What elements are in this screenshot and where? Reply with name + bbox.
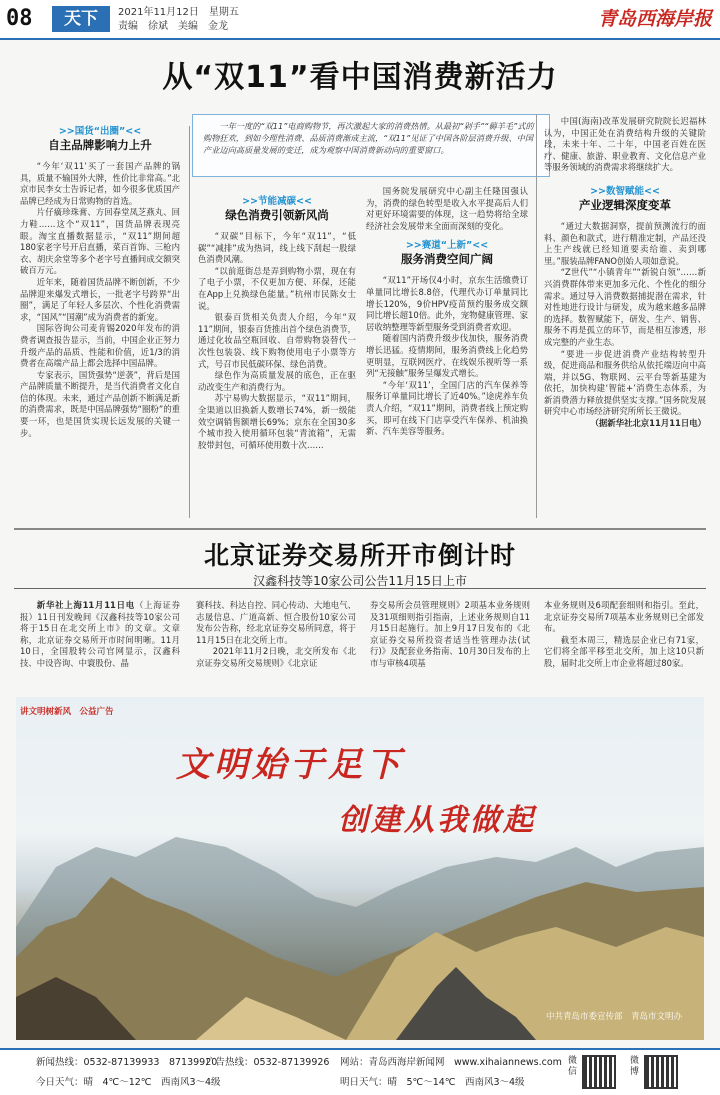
divider bbox=[14, 528, 706, 530]
section-tag-4: >>数智赋能<< bbox=[590, 185, 660, 197]
column-divider bbox=[536, 114, 537, 518]
section-body-3-cont bbox=[544, 116, 706, 174]
wechat-qr-icon bbox=[582, 1055, 616, 1089]
paragraph: 片仔癀珍珠膏、方回春堂凤芝燕丸、回力鞋……这个“双11”，国货品牌表现亮眼。淘宝直播数据显示，“双11”期间超180家老字号开启直播，菜百首饰、三枪内衣、胡庆余堂等多个老字号直播间成交额突破百万元。 bbox=[20, 207, 180, 276]
wechat-label: 微信 bbox=[568, 1056, 578, 1077]
article2-column-1 bbox=[20, 600, 180, 670]
paragraph: “要进一步促进消费产业结构转型升级，促进商品和服务供给从依托端迈向中高端，并以5G、物联网、云平台等新基建为依托，加快构建‘智能+’消费生态体系，为新消费潜力释放提供坚实支撑。”国务院发展研究中心市场经济研究所所长王微说。 bbox=[544, 348, 706, 417]
section-tag-1: >>国货“出圈”<< bbox=[58, 126, 142, 137]
byline: （据新华社北京11月11日电） bbox=[590, 418, 706, 429]
section-head-3: 服务消费空间广阔 bbox=[401, 252, 493, 267]
page-number: 08 bbox=[6, 6, 33, 31]
section-head-4: 产业逻辑深度变革 bbox=[579, 197, 671, 212]
weibo-label: 微博 bbox=[630, 1056, 640, 1077]
article2-column-3 bbox=[370, 600, 530, 670]
section-body-2-cont bbox=[366, 186, 528, 232]
column-2 bbox=[198, 196, 356, 451]
ad-credit: 中共青岛市委宣传部 青岛市文明办 bbox=[545, 1012, 682, 1022]
article2-title: 北京证券交易所开市倒计时 bbox=[203, 541, 516, 570]
paragraph: 国务院发展研究中心副主任隆国强认为，消费的绿色转型是收入水平提高后人们对更好环境需要的体现，这一趋势将给全球经济社会发展带来全面而深刻的变化。 bbox=[366, 186, 528, 231]
section-body-3 bbox=[366, 275, 528, 437]
article-title: 从“双11”看中国消费新活力 bbox=[162, 60, 558, 95]
paragraph: 本业务规则及6项配套细则和指引。至此，北京证券交易所7项基本业务规则已全部发布。 bbox=[544, 600, 704, 634]
paper-logo: 青岛西海岸报 bbox=[597, 8, 712, 30]
intro-box bbox=[192, 114, 550, 177]
news-hotline: 新闻热线：0532-87139933 87139920 bbox=[36, 1057, 218, 1068]
paragraph: 截至本周三，精选层企业已有71家，它们将全部平移至北交所，加上这10只新股，届时北交所上市企业将超过80家。 bbox=[544, 634, 704, 668]
section-body-1 bbox=[20, 161, 180, 439]
paragraph: “Z世代”“小镇青年”“新锐白领”……新兴消费群体带来更加多元化、个性化的细分需求。通过导入消费数据捕捉潜在需求，针对性地进行设计与研发，成为越来越多品牌的选择。数智赋能下，研发、生产、销售、服务不再是孤立的环节，而是相互渗透，形成完整的产业生态。 bbox=[544, 267, 706, 347]
paragraph: 2021年11月2日晚，北交所发布《北京证券交易所交易规则》《北京证 bbox=[196, 646, 356, 668]
section-head-1: 自主品牌影响力上升 bbox=[48, 138, 152, 152]
divider bbox=[14, 588, 706, 589]
paragraph: 券交易所会员管理规则》2项基本业务规则及31项细则指引指南，上述业务规则自11月15日起施行。加上9月17日发布的《北京证券交易所投资者适当性管理办法(试行)》及配套业务指南、10月30日发布的上市与审核4项基 bbox=[370, 600, 530, 668]
paragraph: “今年‘双11’买了一套国产品牌的锅具，质量不输国外大牌，性价比非常高。”北京市民李女士告诉记者，如今很多优质国产品牌已经成为日常购物的首选。 bbox=[20, 161, 180, 206]
paragraph: 苏宁易购大数据显示，“双11”期间，全渠道以旧换新人数增长74%，新一级能效空调销售额增长69%；京东在全国30多个城市投入使用循环包装“青流箱”，无需胶带封包，可循环使用数十次…… bbox=[198, 393, 356, 450]
column-3 bbox=[366, 186, 528, 438]
dateline: 新华社上海11月11日电 bbox=[36, 600, 135, 610]
article2-column-4 bbox=[544, 600, 704, 670]
paragraph: “双碳”目标下，今年“双11”，“低碳”“减排”成为热词，线上线下刮起一股绿色消费风潮。 bbox=[198, 231, 356, 265]
paragraph: 国际咨询公司麦肯锡2020年发布的消费者调查报告显示，当前，中国企业正努力升级产品的品质、性能和价值，近1/3的消费者在高端产品上都会选择中国品牌。 bbox=[20, 323, 180, 369]
article2-column-2 bbox=[196, 600, 356, 670]
weibo-qr-icon bbox=[644, 1055, 678, 1089]
website: 网站：青岛西海岸新闻网 www.xihaiannews.com bbox=[340, 1057, 562, 1068]
column-1 bbox=[20, 126, 180, 439]
paragraph: 近年来，随着国货品牌不断创新，不少品牌迎来爆发式增长，一批老字号跨界“出圈”，满足了年轻人多层次、个性化消费需求，“国风”“国潮”成为消费者的新宠。 bbox=[20, 276, 180, 322]
paragraph: 专家表示，国货强势“逆袭”，背后是国产品牌质量不断提升，是当代消费者文化自信的体现。未来，通过产品创新不断满足新的消费需求，既是中国品牌强势“圈粉”的重要一环，也是国货实现长远发展的关键一步。 bbox=[20, 369, 180, 438]
section-label: 天下 bbox=[52, 6, 110, 32]
intro-text: 一年一度的“双11”电商购物节，再次激起大家的消费热情。从最初“剁手”“薅羊毛”式的购物狂欢，到如今理性消费、品质消费渐成主流，“双11”见证了中国各阶层消费升级、中国产业迈向高质量发展的变迁，成为观察中国消费新动向的重要窗口。 bbox=[203, 121, 534, 156]
masthead bbox=[0, 0, 720, 40]
column-4 bbox=[544, 116, 706, 430]
section-body-2 bbox=[198, 231, 356, 451]
ad-tag: 讲文明树新风 公益广告 bbox=[20, 707, 114, 717]
section-tag-3: >>赛道“上新”<< bbox=[405, 240, 489, 252]
public-service-ad bbox=[16, 697, 704, 1040]
paragraph: 银泰百货相关负责人介绍，今年“双11”期间，银泰百货推出首个绿色消费节，通过化妆品空瓶回收、自带购物袋替代一次性包装袋、线下购物使用电子小票等方式，号召市民低碳环保、绿色消费。 bbox=[198, 312, 356, 369]
section-tag-2: >>节能减碳<< bbox=[242, 196, 312, 207]
paragraph: “通过大数据洞察，提前预测流行的面料、颜色和款式，进行精准定制，产品还没上生产线就已经知道要卖给谁、卖到哪里。”服装品牌FANO创始人项如意说。 bbox=[544, 220, 706, 266]
paragraph: 绿色作为高质量发展的底色，正在驱动改变生产和消费行为。 bbox=[198, 370, 356, 392]
ad-hotline: 广告热线：0532-87139926 bbox=[206, 1057, 330, 1068]
paragraph: （上海证券报）11日刊发晚间《汉鑫科技等10家公司将于15日在北交所上市》的文章。文章称，北京证券交易所开市时间明晰。11月10日，全国股转公司官网显示，汉鑫科技、中设咨询、中寰股份、晶 bbox=[20, 600, 181, 668]
paragraph: 随着国内消费升级步伐加快，服务消费增长迅猛。疫情期间，服务消费线上化趋势更明显，互联网医疗、在线娱乐视听等一系列“无接触”服务呈爆发式增长。 bbox=[366, 333, 528, 379]
section-head-2: 绿色消费引领新风尚 bbox=[225, 208, 329, 222]
weather-today: 今日天气：晴 4℃～12℃ 西南风3～4级 bbox=[36, 1077, 221, 1088]
paragraph: 中国(海南)改革发展研究院院长迟福林认为，中国正处在消费结构升级的关键阶段，未来十年、二十年，中国老百姓在医疗、健康、旅游、职业教育、文化信息产业等服务领域的消费需求将继续扩大。 bbox=[544, 116, 706, 173]
paragraph: 赛科技、科达自控、同心传动、大地电气、志晟信息、广道高新、恒合股份10家公司发布公告称，经北京证券交易所同意，将于11月15日在北交所上市。 bbox=[196, 600, 356, 645]
article2-subtitle: 汉鑫科技等10家公司公告11月15日上市 bbox=[253, 574, 467, 588]
paragraph: “以前逛街总是弄到购物小票，现在有了电子小票，不仅更加方便、环保，还能在App上兑换绿色能量。”杭州市民陈女士说。 bbox=[198, 265, 356, 311]
paragraph: “双11”开场仅4小时，京东生活缴费订单量同比增长8.8倍，代理代办订单量同比增长120%，9价HPV疫苗预约服务成交额同比增长超10倍。此外，宠物健康管理、家居收纳整理等新型服务受到消费者欢迎。 bbox=[366, 275, 528, 332]
ad-slogan-1: 文明始于足下 bbox=[176, 745, 404, 785]
date-line: 2021年11月12日 星期五 bbox=[118, 7, 239, 18]
footer bbox=[0, 1048, 720, 1095]
paragraph: “今年‘双11’，全国门店的汽车保养等服务订单量同比增长了近40%。”途虎养车负责人介绍，“双11”期间，消费者线上预定购买，即可在线下门店享受汽车保养、机油换新、汽车美容等服务。 bbox=[366, 379, 528, 437]
weather-tomorrow: 明日天气：晴 5℃～14℃ 西南风3～4级 bbox=[340, 1077, 525, 1088]
section-body-4 bbox=[544, 221, 706, 418]
ad-slogan-2: 创建从我做起 bbox=[338, 803, 536, 838]
editors-line: 责编 徐斌 美编 金龙 bbox=[118, 21, 228, 32]
column-divider bbox=[189, 126, 190, 518]
